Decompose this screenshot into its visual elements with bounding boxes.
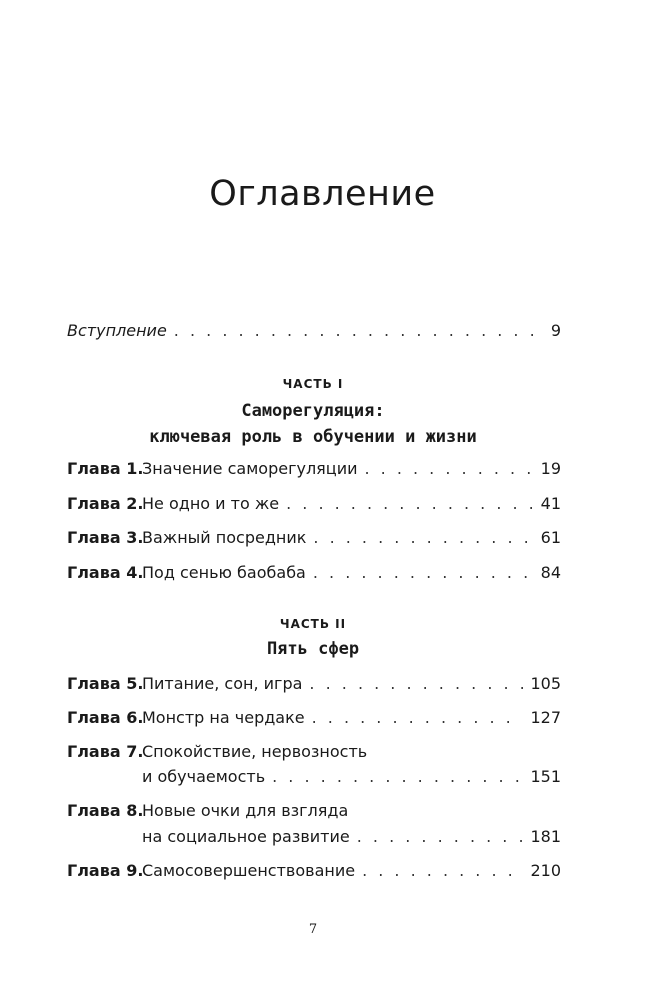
- chapter-title: Самосовершенствование: [142, 861, 356, 880]
- leader-dots: [272, 766, 523, 788]
- chapter-page-number: 151: [530, 767, 561, 786]
- toc-entry-chapter-4[interactable]: [67, 562, 561, 584]
- part-1-label: ЧАСТЬ I: [282, 377, 344, 391]
- leader-dots: [174, 320, 544, 342]
- chapter-page-number: 105: [530, 674, 561, 693]
- page-title: Оглавление: [209, 174, 436, 214]
- intro-label: Вступление: [67, 321, 167, 340]
- chapter-title: Не одно и то же: [142, 494, 280, 513]
- chapter-number: Глава 7.: [67, 742, 144, 761]
- chapter-number: Глава 4.: [67, 563, 144, 582]
- chapter-number: Глава 5.: [67, 674, 144, 693]
- leader-dots: [309, 673, 523, 695]
- toc-entry-chapter-6[interactable]: [67, 707, 561, 729]
- chapter-title: Важный посредник: [142, 528, 307, 547]
- page-number: 7: [308, 922, 318, 937]
- chapter-title: Под сенью баобаба: [142, 563, 306, 582]
- toc-entry-chapter-8-continuation[interactable]: [142, 826, 561, 848]
- chapter-page-number: 19: [540, 459, 561, 478]
- chapter-page-number: 210: [530, 861, 561, 880]
- intro-page-number: 9: [550, 321, 561, 340]
- chapter-title: Спокойствие, нервозность: [142, 742, 368, 761]
- toc-entry-chapter-9[interactable]: [67, 860, 561, 882]
- part-1-title-line-2: ключевая роль в обучении и жизни: [149, 427, 477, 447]
- part-1-title-line-1: Саморегуляция:: [241, 401, 385, 421]
- chapter-page-number: 41: [540, 494, 561, 513]
- leader-dots: [364, 458, 533, 480]
- leader-dots: [286, 493, 534, 515]
- chapter-title-continuation: на социальное развитие: [142, 827, 350, 846]
- toc-entry-chapter-1[interactable]: [67, 458, 561, 480]
- chapter-page-number: 181: [530, 827, 561, 846]
- chapter-title: Значение саморегуляции: [142, 459, 358, 478]
- chapter-number: Глава 8.: [67, 801, 144, 820]
- chapter-title: Новые очки для взгляда: [142, 801, 349, 820]
- toc-entry-chapter-7-continuation[interactable]: [142, 766, 561, 788]
- toc-entry-chapter-5[interactable]: [67, 673, 561, 695]
- leader-dots: [357, 826, 524, 848]
- chapter-number: Глава 1.: [67, 459, 144, 478]
- chapter-number: Глава 6.: [67, 708, 144, 727]
- chapter-title: Монстр на чердаке: [142, 708, 305, 727]
- chapter-number: Глава 2.: [67, 494, 144, 513]
- leader-dots: [312, 707, 524, 729]
- toc-entry-chapter-7[interactable]: [67, 741, 561, 763]
- chapter-number: Глава 9.: [67, 861, 144, 880]
- toc-entry-intro[interactable]: [67, 320, 561, 342]
- part-2-title: Пять сфер: [266, 639, 360, 659]
- chapter-title-continuation: и обучаемость: [142, 767, 266, 786]
- leader-dots: [313, 527, 533, 549]
- chapter-number: Глава 3.: [67, 528, 144, 547]
- toc-entry-chapter-8[interactable]: [67, 800, 561, 822]
- toc-entry-chapter-2[interactable]: [67, 493, 561, 515]
- leader-dots: [362, 860, 523, 882]
- part-2-label: ЧАСТЬ II: [279, 617, 347, 631]
- chapter-page-number: 127: [530, 708, 561, 727]
- leader-dots: [313, 562, 534, 584]
- toc-entry-chapter-3[interactable]: [67, 527, 561, 549]
- chapter-page-number: 84: [540, 563, 561, 582]
- chapter-page-number: 61: [540, 528, 561, 547]
- chapter-title: Питание, сон, игра: [142, 674, 303, 693]
